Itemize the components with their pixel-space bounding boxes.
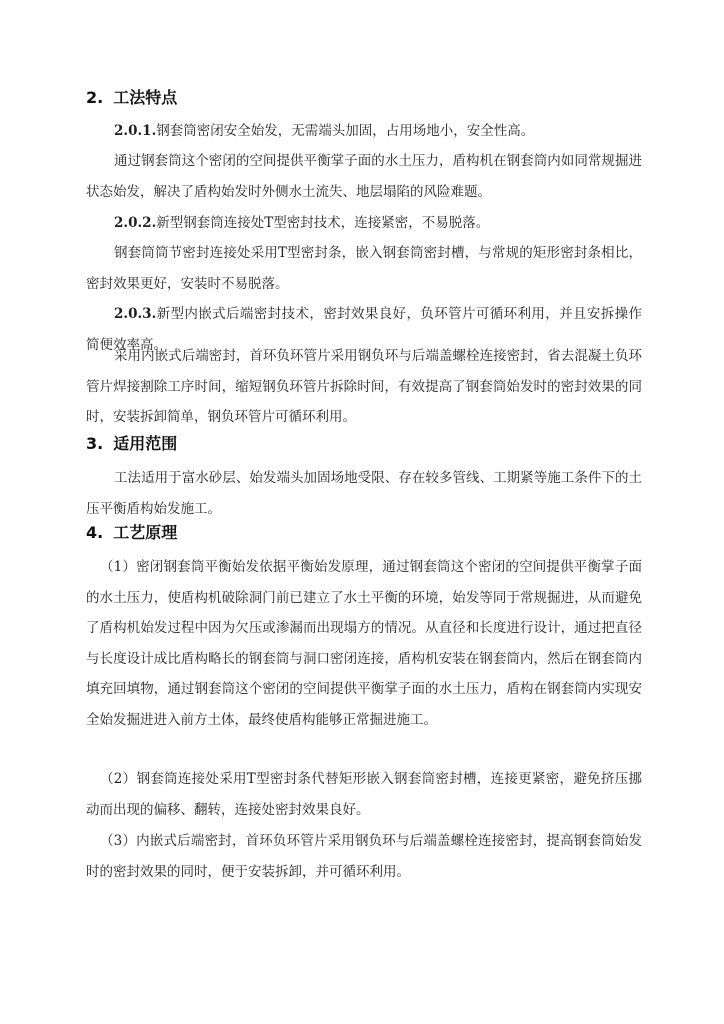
section-4-heading	[86, 523, 177, 543]
item-2-0-1-lead	[86, 116, 642, 147]
principle-paragraph-2: （2）钢套筒连接处采用T型密封条代替矩形嵌入钢套筒密封槽，连接更紧密，避免挤压挪动而出现的偏移、翻转，连接处密封效果良好。	[86, 771, 642, 818]
item-lead-text: 新型内嵌式后端密封技术，密封效果良好，负环管片可循环利用，并且安拆操作简便效率高。	[86, 306, 642, 353]
item-2-0-1-body: 通过钢套筒这个密闭的空间提供平衡掌子面的水土压力，盾构机在钢套筒内如同常规掘进状态始发，解决了盾构始发时外侧水土流失、地层塌陷的风险难题。	[86, 153, 642, 200]
section-3-body: 工法适用于富水砂层、始发端头加固场地受限、存在较多管线、工期紧等施工条件下的土压平衡盾构始发施工。	[86, 470, 642, 517]
item-2-0-2-lead	[86, 208, 642, 239]
section-title: 工艺原理	[113, 523, 178, 542]
section-title: 工法特点	[113, 88, 178, 107]
principle-paragraph-1: （1）密闭钢套筒平衡始发依据平衡始发原理，通过钢套筒这个密闭的空间提供平衡掌子面的水土压力，使盾构机破除洞门前已建立了水土平衡的环境，始发等同于常规掘进，从而避免了盾构机始发过程中因为欠压或渗漏而出现塌方的情况。从直径和长度进行设计，通过把直径与长度设计成比盾构略长的钢套筒与洞口密闭连接，盾构机安装在钢套筒内，然后在钢套筒内填充回填物，通过钢套筒这个密闭的空间提供平衡掌子面的水土压力，盾构在钢套筒内实现安全始发掘进进入前方土体，最终使盾构能够正常掘进施工。	[86, 559, 642, 728]
item-2-0-2-body: 钢套筒筒节密封连接处采用T型密封条，嵌入钢套筒密封槽，与常规的矩形密封条相比，密封效果更好，安装时不易脱落。	[86, 245, 642, 292]
item-lead-text: 新型钢套筒连接处T型密封技术，连接紧密，不易脱落。	[156, 215, 490, 231]
item-2-0-3-body: 采用内嵌式后端密封，首环负环管片采用钢负环与后端盖螺栓连接密封，省去混凝土负环管片焊接割除工序时间，缩短钢负环管片拆除时间，有效提高了钢套筒始发时的密封效果的同时，安装拆卸简单，钢负环管片可循环利用。	[86, 348, 642, 425]
section-2-heading	[86, 88, 177, 108]
item-label: 2.0.1.	[114, 123, 157, 139]
principle-paragraph-3: （3）内嵌式后端密封，首环负环管片采用钢负环与后端盖螺栓连接密封，提高钢套筒始发时的密封效果的同时，便于安装拆卸，并可循环利用。	[86, 833, 642, 880]
section-number: 3.	[86, 434, 104, 453]
section-title: 适用范围	[113, 434, 178, 453]
item-lead-text: 钢套筒密闭安全始发，无需端头加固，占用场地小，安全性高。	[156, 123, 535, 139]
section-3-heading	[86, 434, 177, 454]
section-number: 2.	[86, 88, 104, 107]
item-label: 2.0.2.	[114, 215, 157, 231]
section-number: 4.	[86, 523, 104, 542]
item-label: 2.0.3.	[114, 306, 157, 322]
